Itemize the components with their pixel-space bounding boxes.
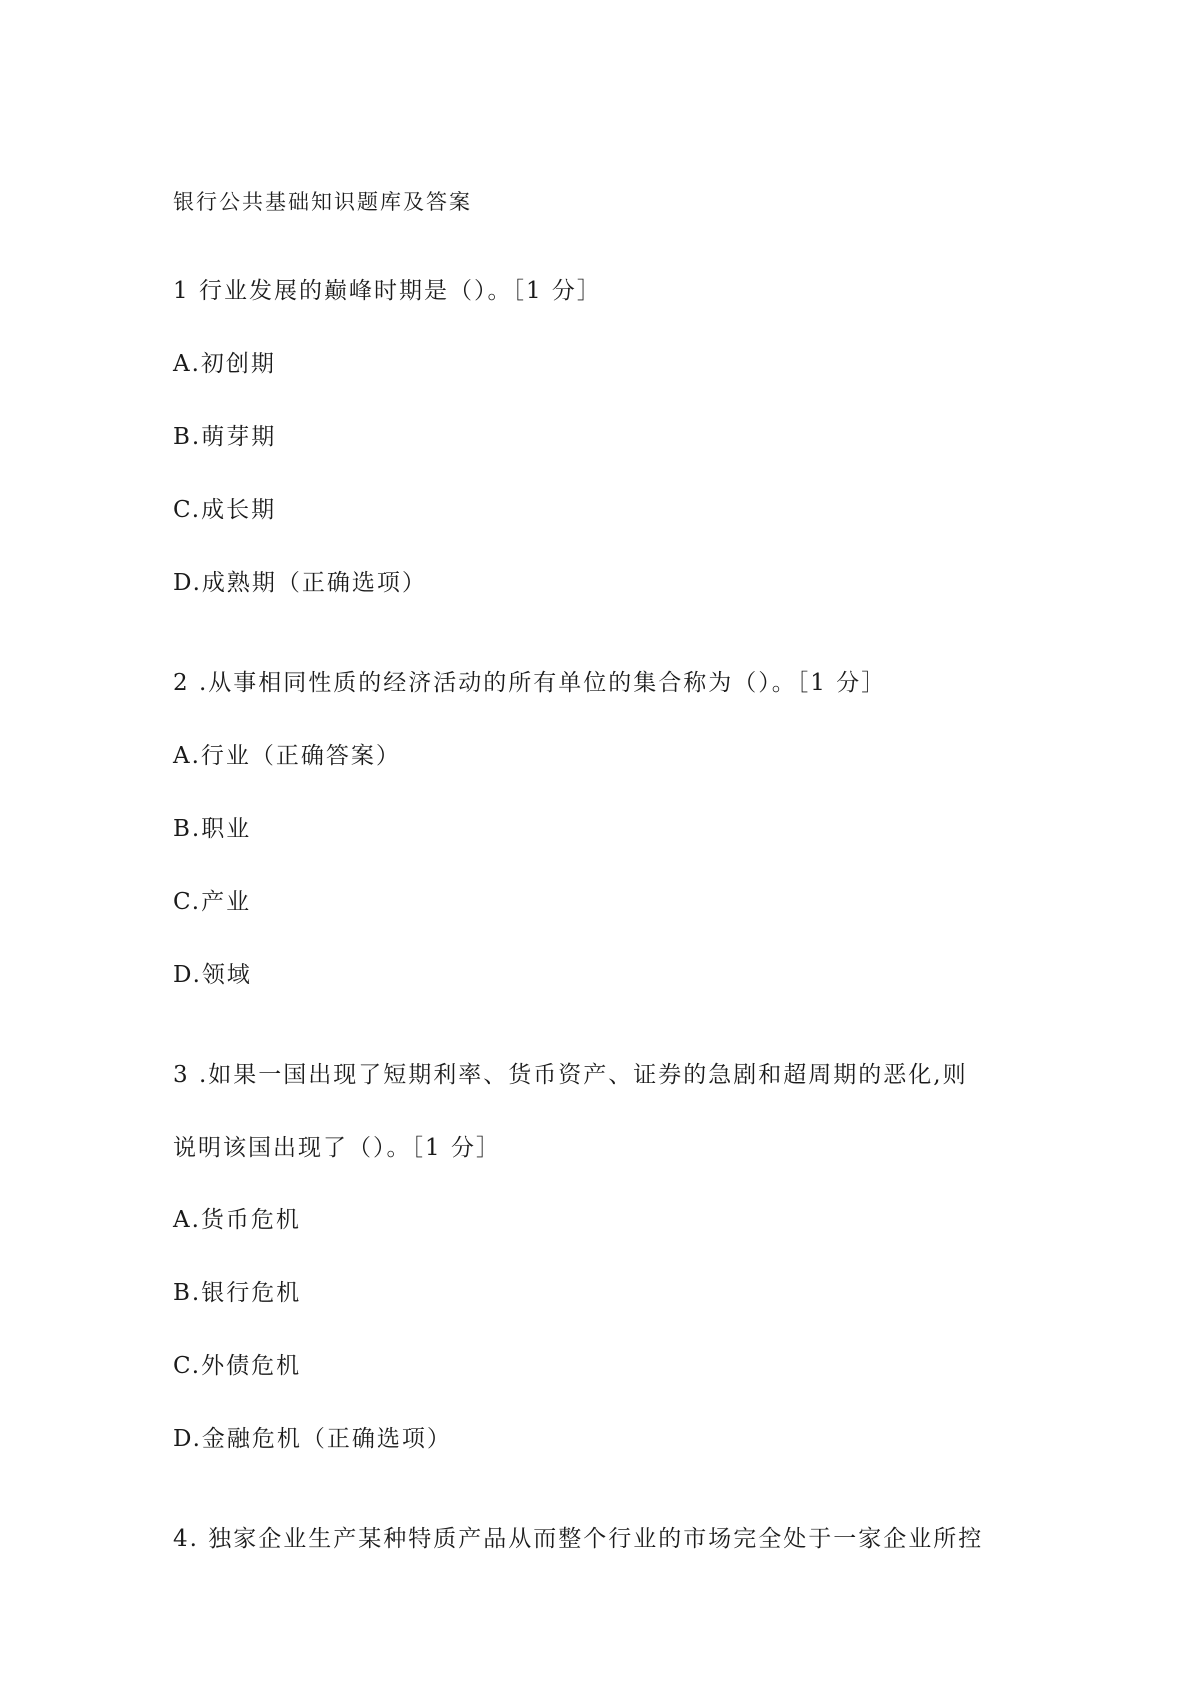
document-title: 银行公共基础知识题库及答案 xyxy=(173,190,472,214)
question-2-option-d: D.领域 xyxy=(173,962,252,988)
question-3-stem-line-1: 3 .如果一国出现了短期利率、货币资产、证券的急剧和超周期的恶化,则 xyxy=(173,1062,968,1088)
question-1-option-c: C.成长期 xyxy=(173,497,277,523)
question-2-stem: 2 .从事相同性质的经济活动的所有单位的集合称为（）。［1 分］ xyxy=(173,670,887,696)
question-3-option-a: A.货币危机 xyxy=(173,1207,301,1233)
question-1-option-a: A.初创期 xyxy=(173,351,276,377)
question-2-option-c: C.产业 xyxy=(173,889,252,915)
question-2-option-b: B.职业 xyxy=(173,816,252,842)
question-3-stem-line-2: 说明该国出现了（）。［1 分］ xyxy=(173,1135,501,1161)
question-3-option-b: B.银行危机 xyxy=(173,1280,302,1306)
question-3-option-d: D.金融危机（正确选项） xyxy=(173,1426,452,1452)
question-2-option-a: A.行业（正确答案） xyxy=(173,743,401,769)
question-3-option-c: C.外债危机 xyxy=(173,1353,302,1379)
question-1-stem: 1 行业发展的巅峰时期是（）。［1 分］ xyxy=(173,278,602,304)
question-1-option-b: B.萌芽期 xyxy=(173,424,277,450)
question-1-option-d: D.成熟期（正确选项） xyxy=(173,570,427,596)
question-4-stem: 4. 独家企业生产某种特质产品从而整个行业的市场完全处于一家企业所控 xyxy=(173,1526,984,1552)
